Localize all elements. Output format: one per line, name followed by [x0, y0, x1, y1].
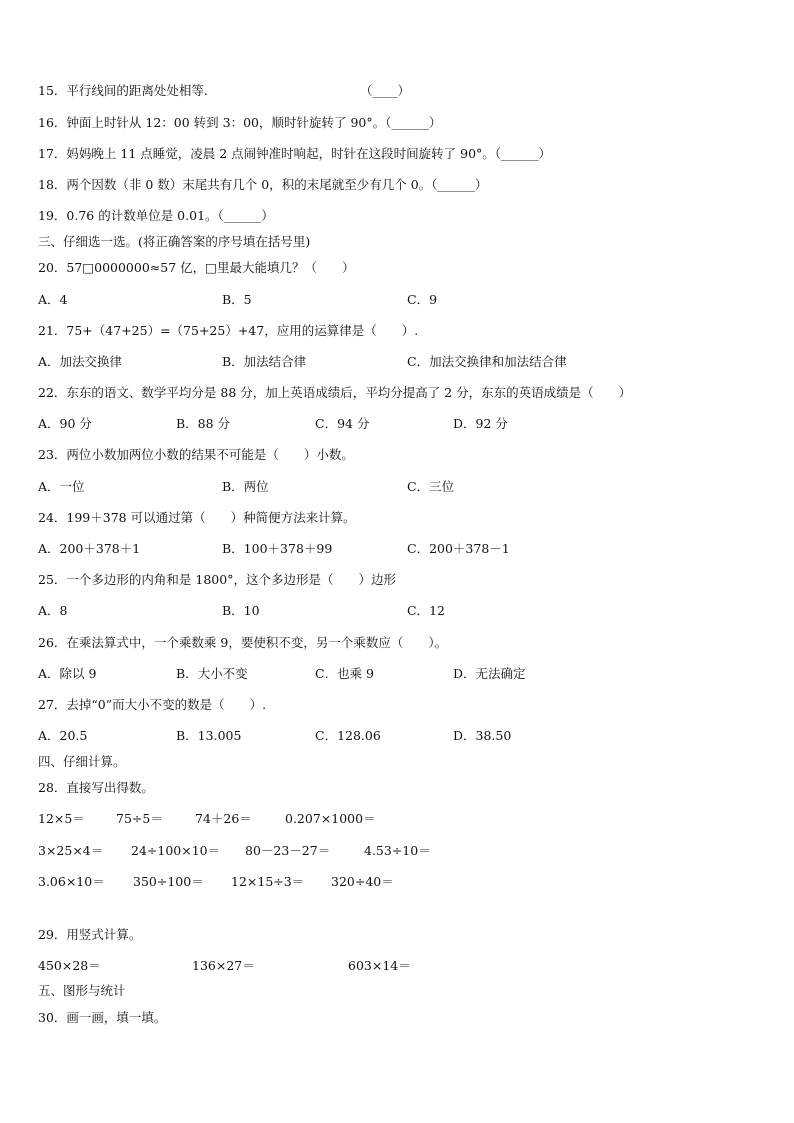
q27-option-b: B．13.005: [176, 728, 242, 743]
q25-option-b: B．10: [222, 603, 260, 618]
calc-item: 3.06×10＝: [38, 874, 105, 889]
question-25: 25．一个多边形的内角和是 1800°，这个多边形是（ ）边形: [38, 572, 396, 587]
question-26: 26．在乘法算式中，一个乘数乘 9，要使积不变，另一个乘数应（ ）。: [38, 635, 448, 650]
calc-item: 12×5＝: [38, 811, 85, 826]
section-5-heading: 五、图形与统计: [38, 983, 126, 998]
question-29: 29．用竖式计算。: [38, 927, 142, 942]
question-28: 28．直接写出得数。: [38, 780, 154, 795]
calc-item: 350÷100＝: [133, 874, 204, 889]
question-18: 18．两个因数（非 0 数）末尾共有几个 0，积的末尾就至少有几个 0。（______）: [38, 177, 488, 192]
question-21: 21．75+（47+25）=（75+25）+47，应用的运算律是（ ）.: [38, 323, 419, 338]
q20-option-b: B．5: [222, 292, 252, 307]
q24-option-b: B．100＋378＋99: [222, 541, 333, 556]
section-4-heading: 四、仔细计算。: [38, 754, 126, 769]
q25-option-a: A．8: [38, 603, 68, 618]
q27-option-c: C．128.06: [315, 728, 381, 743]
calc-item: 0.207×1000＝: [285, 811, 376, 826]
q24-option-c: C．200＋378－1: [407, 541, 510, 556]
q26-option-d: D．无法确定: [453, 666, 526, 681]
calc-item: 12×15÷3＝: [231, 874, 305, 889]
calc-item: 320÷40＝: [331, 874, 394, 889]
q20-option-a: A．4: [38, 292, 68, 307]
q23-option-c: C．三位: [407, 479, 455, 494]
calc-item: 74＋26＝: [195, 811, 252, 826]
question-27: 27．去掉“0”而大小不变的数是（ ）.: [38, 697, 267, 712]
calc-item: 4.53÷10＝: [364, 843, 431, 858]
q22-option-c: C．94 分: [315, 416, 370, 431]
vertical-calc-item: 603×14＝: [348, 958, 411, 973]
q21-option-c: C．加法交换律和加法结合律: [407, 354, 567, 369]
q26-option-b: B．大小不变: [176, 666, 248, 681]
section-3-heading: 三、仔细选一选。(将正确答案的序号填在括号里): [38, 234, 311, 249]
question-15-text: 15．平行线间的距离处处相等.: [38, 83, 208, 98]
q27-option-d: D．38.50: [453, 728, 512, 743]
vertical-calc-item: 450×28＝: [38, 958, 101, 973]
question-23: 23．两位小数加两位小数的结果不可能是（ ）小数。: [38, 447, 354, 462]
q23-option-a: A．一位: [38, 479, 85, 494]
q25-option-c: C．12: [407, 603, 445, 618]
question-19: 19．0.76 的计数单位是 0.01。（______）: [38, 208, 274, 223]
q20-option-c: C．9: [407, 292, 438, 307]
q21-option-a: A．加法交换律: [38, 354, 123, 369]
vertical-calc-item: 136×27＝: [192, 958, 255, 973]
q24-option-a: A．200＋378＋1: [38, 541, 141, 556]
calc-item: 24÷100×10＝: [131, 843, 221, 858]
q21-option-b: B．加法结合律: [222, 354, 307, 369]
q23-option-b: B．两位: [222, 479, 269, 494]
question-20: 20．57□0000000≈57 亿，□里最大能填几？（ ）: [38, 260, 355, 275]
question-24: 24．199＋378 可以通过第（ ）种简便方法来计算。: [38, 510, 356, 525]
q27-option-a: A．20.5: [38, 728, 88, 743]
question-17: 17．妈妈晚上 11 点睡觉，凌晨 2 点闹钟准时响起，时针在这段时间旋转了 90°。（______）: [38, 146, 552, 161]
calc-item: 3×25×4＝: [38, 843, 104, 858]
calc-item: 75÷5＝: [116, 811, 163, 826]
calc-item: 80－23－27＝: [245, 843, 331, 858]
question-15: [38, 83, 208, 99]
answer-blank-15: （____）: [360, 83, 411, 98]
q22-option-d: D．92 分: [453, 416, 508, 431]
q26-option-a: A．除以 9: [38, 666, 97, 681]
q26-option-c: C．也乘 9: [315, 666, 374, 681]
question-30: 30．画一画，填一填。: [38, 1010, 167, 1025]
q22-option-a: A．90 分: [38, 416, 92, 431]
question-16: 16．钟面上时针从 12：00 转到 3：00，顺时针旋转了 90°。（______）: [38, 115, 442, 130]
question-22: 22．东东的语文、数学平均分是 88 分，加上英语成绩后，平均分提高了 2 分，东东的英语成绩是（ ）: [38, 385, 632, 400]
q22-option-b: B．88 分: [176, 416, 231, 431]
